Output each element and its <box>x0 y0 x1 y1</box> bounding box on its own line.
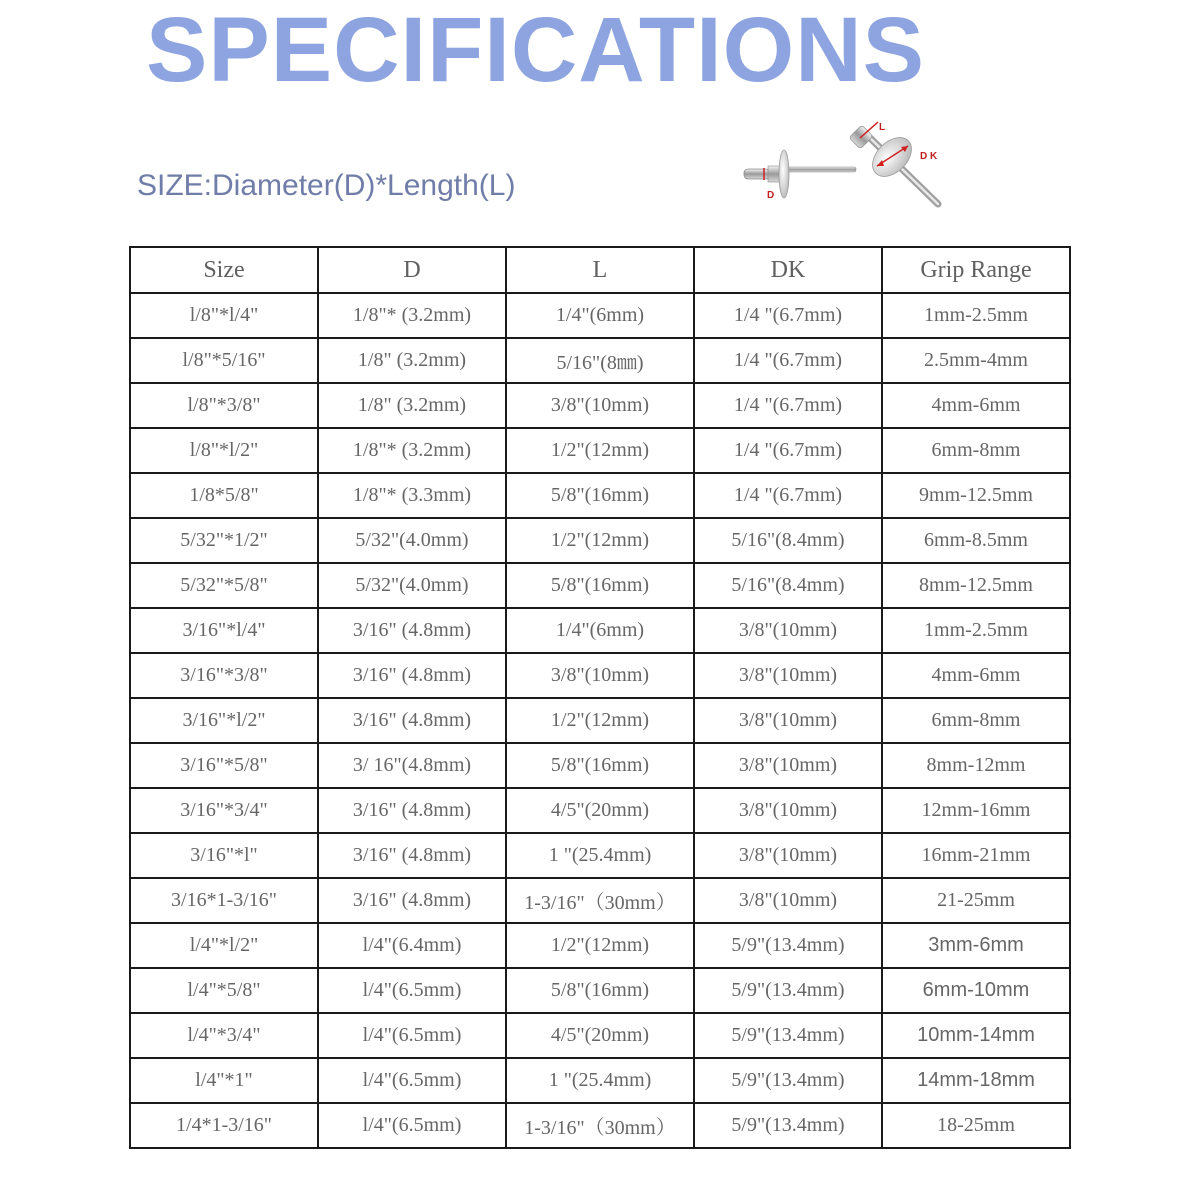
cell-grip-range: 6mm-10mm <box>882 968 1070 1013</box>
cell-l: 5/8"(16mm) <box>506 473 694 518</box>
cell-size: 3/16"*l/2" <box>130 698 318 743</box>
size-subtitle: SIZE:Diameter(D)*Length(L) <box>137 169 516 202</box>
table-row <box>130 878 1070 923</box>
cell-d: 3/ 16"(4.8mm) <box>318 743 506 788</box>
d-label: D <box>767 190 775 201</box>
cell-size: 3/16"*l/4" <box>130 608 318 653</box>
cell-dk: 3/8"(10mm) <box>694 653 882 698</box>
header-grip-range: Grip Range <box>882 247 1070 293</box>
cell-dk: 1/4 "(6.7mm) <box>694 338 882 383</box>
cell-dk: 3/8"(10mm) <box>694 698 882 743</box>
cell-d: 5/32"(4.0mm) <box>318 518 506 563</box>
cell-size: l/4"*l/2" <box>130 923 318 968</box>
cell-grip-range: 8mm-12mm <box>882 743 1070 788</box>
cell-dk: 5/16"(8.4mm) <box>694 518 882 563</box>
header-dk: DK <box>694 247 882 293</box>
cell-dk: 5/16"(8.4mm) <box>694 563 882 608</box>
cell-size: 5/32"*5/8" <box>130 563 318 608</box>
cell-dk: 1/4 "(6.7mm) <box>694 473 882 518</box>
cell-grip-range: 1mm-2.5mm <box>882 293 1070 338</box>
cell-size: l/8"*l/4" <box>130 293 318 338</box>
cell-d: 1/8"* (3.2mm) <box>318 428 506 473</box>
cell-l: 5/16"(8㎜) <box>506 338 694 383</box>
cell-l: 1/2"(12mm) <box>506 698 694 743</box>
cell-grip-range: 10mm-14mm <box>882 1013 1070 1058</box>
cell-d: 3/16" (4.8mm) <box>318 608 506 653</box>
cell-dk: 3/8"(10mm) <box>694 743 882 788</box>
cell-dk: 3/8"(10mm) <box>694 608 882 653</box>
cell-size: 3/16"*l" <box>130 833 318 878</box>
cell-dk: 5/9"(13.4mm) <box>694 1058 882 1103</box>
cell-l: 3/8"(10mm) <box>506 653 694 698</box>
table-row <box>130 518 1070 563</box>
rivet-diagram <box>740 116 950 212</box>
cell-grip-range: 6mm-8.5mm <box>882 518 1070 563</box>
cell-d: 1/8" (3.2mm) <box>318 383 506 428</box>
cell-size: l/8"*l/2" <box>130 428 318 473</box>
rivet-side-view <box>744 150 856 198</box>
page-title: SPECIFICATIONS <box>146 0 926 101</box>
cell-size: 3/16"*3/8" <box>130 653 318 698</box>
cell-l: 5/8"(16mm) <box>506 743 694 788</box>
header-d: D <box>318 247 506 293</box>
table-row <box>130 563 1070 608</box>
cell-d: 1/8" (3.2mm) <box>318 338 506 383</box>
cell-dk: 1/4 "(6.7mm) <box>694 293 882 338</box>
cell-size: l/4"*3/4" <box>130 1013 318 1058</box>
cell-size: l/4"*1" <box>130 1058 318 1103</box>
cell-dk: 5/9"(13.4mm) <box>694 1103 882 1148</box>
cell-grip-range: 12mm-16mm <box>882 788 1070 833</box>
cell-dk: 1/4 "(6.7mm) <box>694 428 882 473</box>
cell-dk: 5/9"(13.4mm) <box>694 1013 882 1058</box>
cell-size: 5/32"*1/2" <box>130 518 318 563</box>
cell-grip-range: 18-25mm <box>882 1103 1070 1148</box>
cell-l: 1-3/16"（30mm） <box>506 1103 694 1148</box>
table-row <box>130 653 1070 698</box>
l-label: L <box>879 122 886 133</box>
cell-d: l/4"(6.4mm) <box>318 923 506 968</box>
cell-dk: 1/4 "(6.7mm) <box>694 383 882 428</box>
cell-d: 3/16" (4.8mm) <box>318 833 506 878</box>
cell-grip-range: 6mm-8mm <box>882 428 1070 473</box>
cell-grip-range: 1mm-2.5mm <box>882 608 1070 653</box>
cell-dk: 3/8"(10mm) <box>694 788 882 833</box>
cell-l: 1/2"(12mm) <box>506 518 694 563</box>
cell-d: 1/8"* (3.2mm) <box>318 293 506 338</box>
table-row <box>130 608 1070 653</box>
cell-grip-range: 4mm-6mm <box>882 653 1070 698</box>
cell-l: 1 "(25.4mm) <box>506 1058 694 1103</box>
cell-d: l/4"(6.5mm) <box>318 1013 506 1058</box>
cell-size: 1/4*1-3/16" <box>130 1103 318 1148</box>
table-row <box>130 743 1070 788</box>
cell-grip-range: 21-25mm <box>882 878 1070 923</box>
cell-grip-range: 2.5mm-4mm <box>882 338 1070 383</box>
cell-l: 1/2"(12mm) <box>506 923 694 968</box>
cell-d: 3/16" (4.8mm) <box>318 788 506 833</box>
cell-size: l/8"*5/16" <box>130 338 318 383</box>
header-l: L <box>506 247 694 293</box>
cell-grip-range: 9mm-12.5mm <box>882 473 1070 518</box>
cell-d: 3/16" (4.8mm) <box>318 653 506 698</box>
cell-dk: 5/9"(13.4mm) <box>694 968 882 1013</box>
cell-l: 5/8"(16mm) <box>506 968 694 1013</box>
table-row <box>130 1103 1070 1148</box>
table-row <box>130 383 1070 428</box>
cell-l: 1-3/16"（30mm） <box>506 878 694 923</box>
table-row <box>130 1013 1070 1058</box>
table-row <box>130 428 1070 473</box>
cell-l: 4/5"(20mm) <box>506 788 694 833</box>
cell-grip-range: 3mm-6mm <box>882 923 1070 968</box>
cell-size: l/8"*3/8" <box>130 383 318 428</box>
cell-l: 4/5"(20mm) <box>506 1013 694 1058</box>
table-body <box>130 293 1070 1148</box>
header-size: Size <box>130 247 318 293</box>
cell-d: l/4"(6.5mm) <box>318 1058 506 1103</box>
cell-dk: 3/8"(10mm) <box>694 833 882 878</box>
cell-size: l/4"*5/8" <box>130 968 318 1013</box>
cell-grip-range: 14mm-18mm <box>882 1058 1070 1103</box>
table-row <box>130 788 1070 833</box>
dk-label: D K <box>920 151 938 162</box>
cell-d: 3/16" (4.8mm) <box>318 878 506 923</box>
cell-size: 3/16"*5/8" <box>130 743 318 788</box>
cell-l: 5/8"(16mm) <box>506 563 694 608</box>
cell-d: l/4"(6.5mm) <box>318 968 506 1013</box>
specifications-table <box>129 246 1071 1149</box>
cell-size: 3/16*1-3/16" <box>130 878 318 923</box>
cell-grip-range: 4mm-6mm <box>882 383 1070 428</box>
cell-dk: 5/9"(13.4mm) <box>694 923 882 968</box>
table-row <box>130 473 1070 518</box>
cell-l: 1/4"(6mm) <box>506 608 694 653</box>
table-row <box>130 338 1070 383</box>
cell-dk: 3/8"(10mm) <box>694 878 882 923</box>
table-row <box>130 1058 1070 1103</box>
table-row <box>130 698 1070 743</box>
cell-d: 3/16" (4.8mm) <box>318 698 506 743</box>
cell-grip-range: 6mm-8mm <box>882 698 1070 743</box>
cell-grip-range: 16mm-21mm <box>882 833 1070 878</box>
cell-d: 1/8"* (3.3mm) <box>318 473 506 518</box>
cell-l: 1/2"(12mm) <box>506 428 694 473</box>
cell-l: 3/8"(10mm) <box>506 383 694 428</box>
rivet-angled-view <box>849 122 938 204</box>
cell-size: 1/8*5/8" <box>130 473 318 518</box>
table-row <box>130 968 1070 1013</box>
cell-l: 1/4"(6mm) <box>506 293 694 338</box>
cell-grip-range: 8mm-12.5mm <box>882 563 1070 608</box>
cell-size: 3/16"*3/4" <box>130 788 318 833</box>
table-row <box>130 923 1070 968</box>
header-row <box>130 247 1070 293</box>
cell-d: l/4"(6.5mm) <box>318 1103 506 1148</box>
cell-d: 5/32"(4.0mm) <box>318 563 506 608</box>
table-row <box>130 293 1070 338</box>
table-row <box>130 833 1070 878</box>
cell-l: 1 "(25.4mm) <box>506 833 694 878</box>
